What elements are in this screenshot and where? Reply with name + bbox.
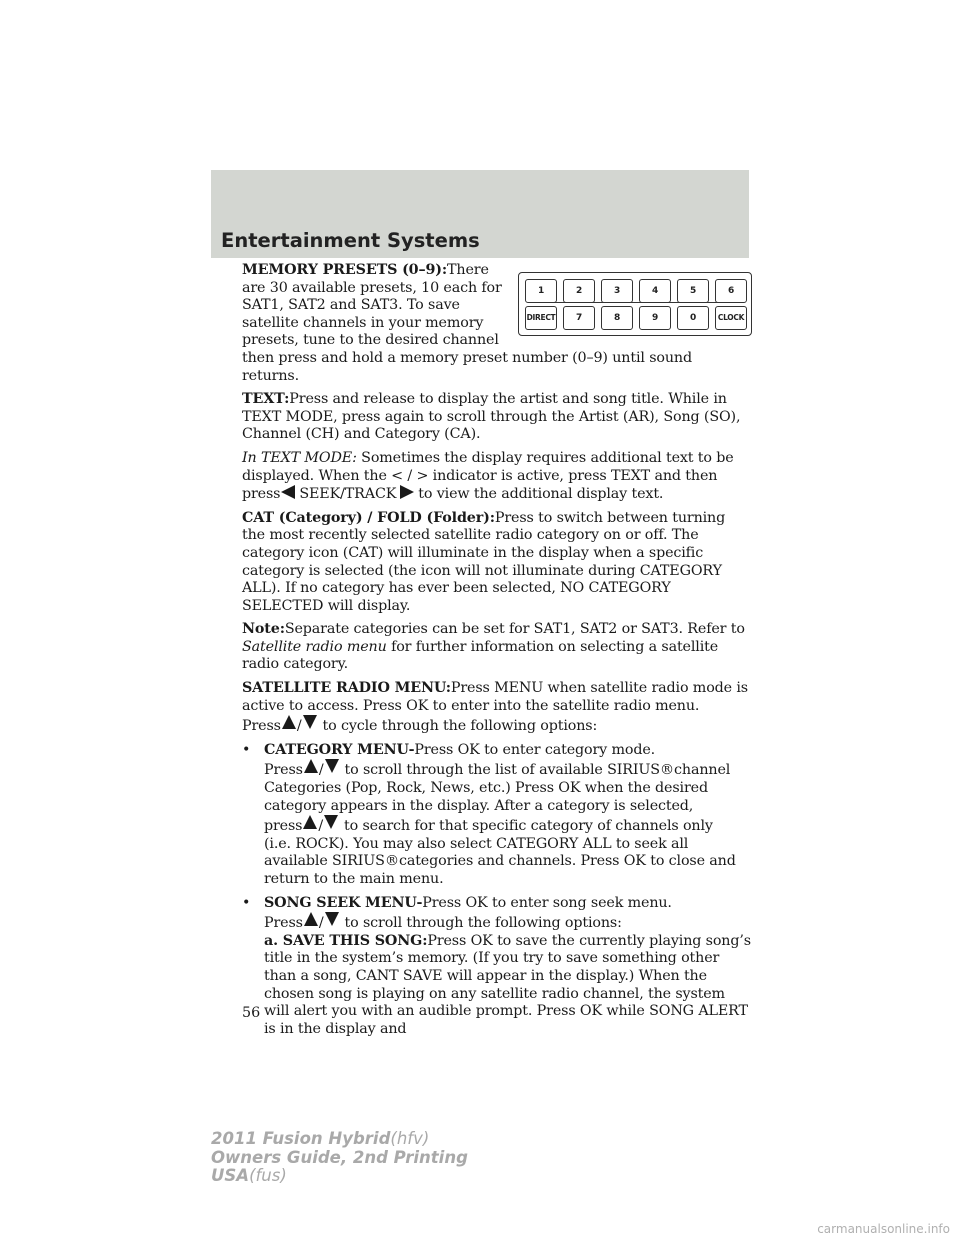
bullet: • — [242, 894, 251, 911]
category-menu-press: Press — [264, 762, 303, 779]
song-seek-intro: Press OK to enter song seek menu. — [422, 894, 672, 911]
seek-track-label: SEEK/TRACK — [299, 486, 397, 503]
down-arrow-icon — [303, 715, 317, 729]
footer-region: USA — [211, 1166, 250, 1185]
footer-model-code: (hfv) — [390, 1129, 430, 1148]
seek-right-arrow-icon — [400, 485, 414, 499]
page-number: 56 — [242, 1005, 261, 1021]
down-arrow-icon — [325, 759, 339, 773]
preset-button-3: 3 — [601, 279, 633, 303]
up-arrow-icon — [304, 912, 318, 926]
preset-button-5: 5 — [677, 279, 709, 303]
note-body-b: for further information on selecting a satellite radio category. — [242, 638, 719, 673]
seek-left-arrow-icon — [281, 485, 295, 499]
note-heading: Note: — [242, 621, 285, 638]
page-content — [242, 262, 752, 1044]
cat-body: Press to switch between turning the most recently selected satellite radio category on or off. The category icon (CAT) will illuminate in the display when a specific category is selected (the icon will not illuminate during CATEGORY ALL). If no category has ever been selected, NO CATEGORY SELECTED will display. — [242, 509, 726, 614]
song-seek-heading: SONG SEEK MENU- — [264, 894, 423, 911]
satellite-menu-paragraph — [242, 680, 752, 736]
category-menu-item — [242, 742, 752, 889]
category-menu-search: to search for that specific category of channels only — [344, 818, 713, 835]
category-menu-rest: (i.e. ROCK). You may also select CATEGORY ALL to seek all available SIRIUS®categories and channels. Press OK to close and return to the main menu. — [264, 835, 736, 887]
slash-separator: / — [318, 762, 324, 779]
preset-button-8: 8 — [601, 306, 633, 330]
category-menu-scroll-a: to scroll through the list of available SIRIUS®channel — [344, 762, 731, 779]
preset-button-6: 6 — [715, 279, 747, 303]
footer-region-code: (fus) — [249, 1166, 287, 1185]
cat-heading: CAT (Category) / FOLD (Folder): — [242, 509, 495, 526]
direct-button: DIRECT — [525, 306, 557, 330]
song-seek-menu-item — [242, 895, 752, 1039]
footer-line-1 — [211, 1130, 468, 1149]
bullet: • — [242, 741, 251, 758]
save-this-song-body: Press OK to save the currently playing song’s title in the system’s memory. (If you try to save something other than a song, CANT SAVE will appear in the display.) When the chosen song is playing on any satellite radio channel, the system will alert you with an audible prompt. Press OK while SONG ALERT is in the display and — [264, 932, 751, 1037]
up-arrow-icon — [282, 715, 296, 729]
document-footer — [211, 1130, 468, 1186]
preset-button-7: 7 — [563, 306, 595, 330]
text-body: Press and release to display the artist and song title. While in TEXT MODE, press again to scroll through the Artist (AR), Song (SO), Channel (CH) and Category (CA). — [242, 391, 741, 443]
slash-separator: / — [296, 718, 302, 735]
section-title: Entertainment Systems — [221, 229, 480, 252]
note-paragraph — [242, 621, 752, 674]
text-mode-body-a: Sometimes the display requires additional text to be displayed. When the < / > indicator is active, press TEXT and then press — [242, 449, 734, 503]
preset-button-4: 4 — [639, 279, 671, 303]
category-menu-heading: CATEGORY MENU- — [264, 741, 415, 758]
song-seek-press: Press — [264, 915, 303, 932]
text-mode-body-b: to view the additional display text. — [418, 486, 664, 503]
cat-paragraph — [242, 510, 752, 616]
satellite-menu-cycle: to cycle through the following options: — [322, 718, 598, 735]
satellite-menu-heading: SATELLITE RADIO MENU: — [242, 680, 451, 697]
section-header-band — [211, 170, 749, 258]
footer-printing: Owners Guide, 2nd Printing — [211, 1147, 468, 1167]
song-seek-scroll: to scroll through the following options: — [344, 915, 622, 932]
category-menu-press-2: press — [264, 818, 303, 835]
satellite-menu-press: Press — [242, 718, 281, 735]
satellite-menu-body: Press MENU when satellite radio mode is active to access. Press OK to enter into the satellite radio menu. — [242, 680, 748, 714]
text-mode-heading: In TEXT MODE: — [242, 449, 357, 466]
preset-button-panel-illustration — [518, 272, 752, 336]
text-heading: TEXT: — [242, 391, 290, 408]
memory-presets-heading: MEMORY PRESETS (0–9): — [242, 262, 448, 278]
note-body-a: Separate categories can be set for SAT1, SAT2 or SAT3. Refer to — [284, 621, 745, 638]
down-arrow-icon — [325, 912, 339, 926]
satellite-radio-menu-reference: Satellite radio menu — [242, 638, 387, 655]
up-arrow-icon — [304, 759, 318, 773]
up-arrow-icon — [303, 815, 317, 829]
memory-presets-body: There are 30 available presets, 10 each for SAT1, SAT2 and SAT3. To save satellite channels in your memory presets, tune to the desired channel then press and hold a memory preset number (0–9) until sound returns. — [242, 262, 692, 384]
category-menu-scroll-b: Categories (Pop, Rock, News, etc.) Press OK when the desired category appears in the display. After a category is selected, — [264, 780, 708, 814]
footer-model: 2011 Fusion Hybrid — [211, 1129, 391, 1148]
category-menu-intro: Press OK to enter category mode. — [414, 741, 656, 758]
preset-button-9: 9 — [639, 306, 671, 330]
footer-line-3 — [211, 1167, 468, 1186]
preset-button-2: 2 — [563, 279, 595, 303]
preset-button-0: 0 — [677, 306, 709, 330]
footer-line-2 — [211, 1149, 468, 1168]
clock-button: CLOCK — [715, 306, 747, 330]
text-paragraph — [242, 391, 752, 444]
watermark: carmanualsonline.info — [817, 1222, 950, 1236]
preset-button-1: 1 — [525, 279, 557, 303]
slash-separator: / — [318, 915, 324, 932]
slash-separator: / — [318, 818, 324, 835]
down-arrow-icon — [324, 815, 338, 829]
save-this-song-heading: a. SAVE THIS SONG: — [264, 932, 428, 949]
text-mode-paragraph — [242, 450, 752, 504]
